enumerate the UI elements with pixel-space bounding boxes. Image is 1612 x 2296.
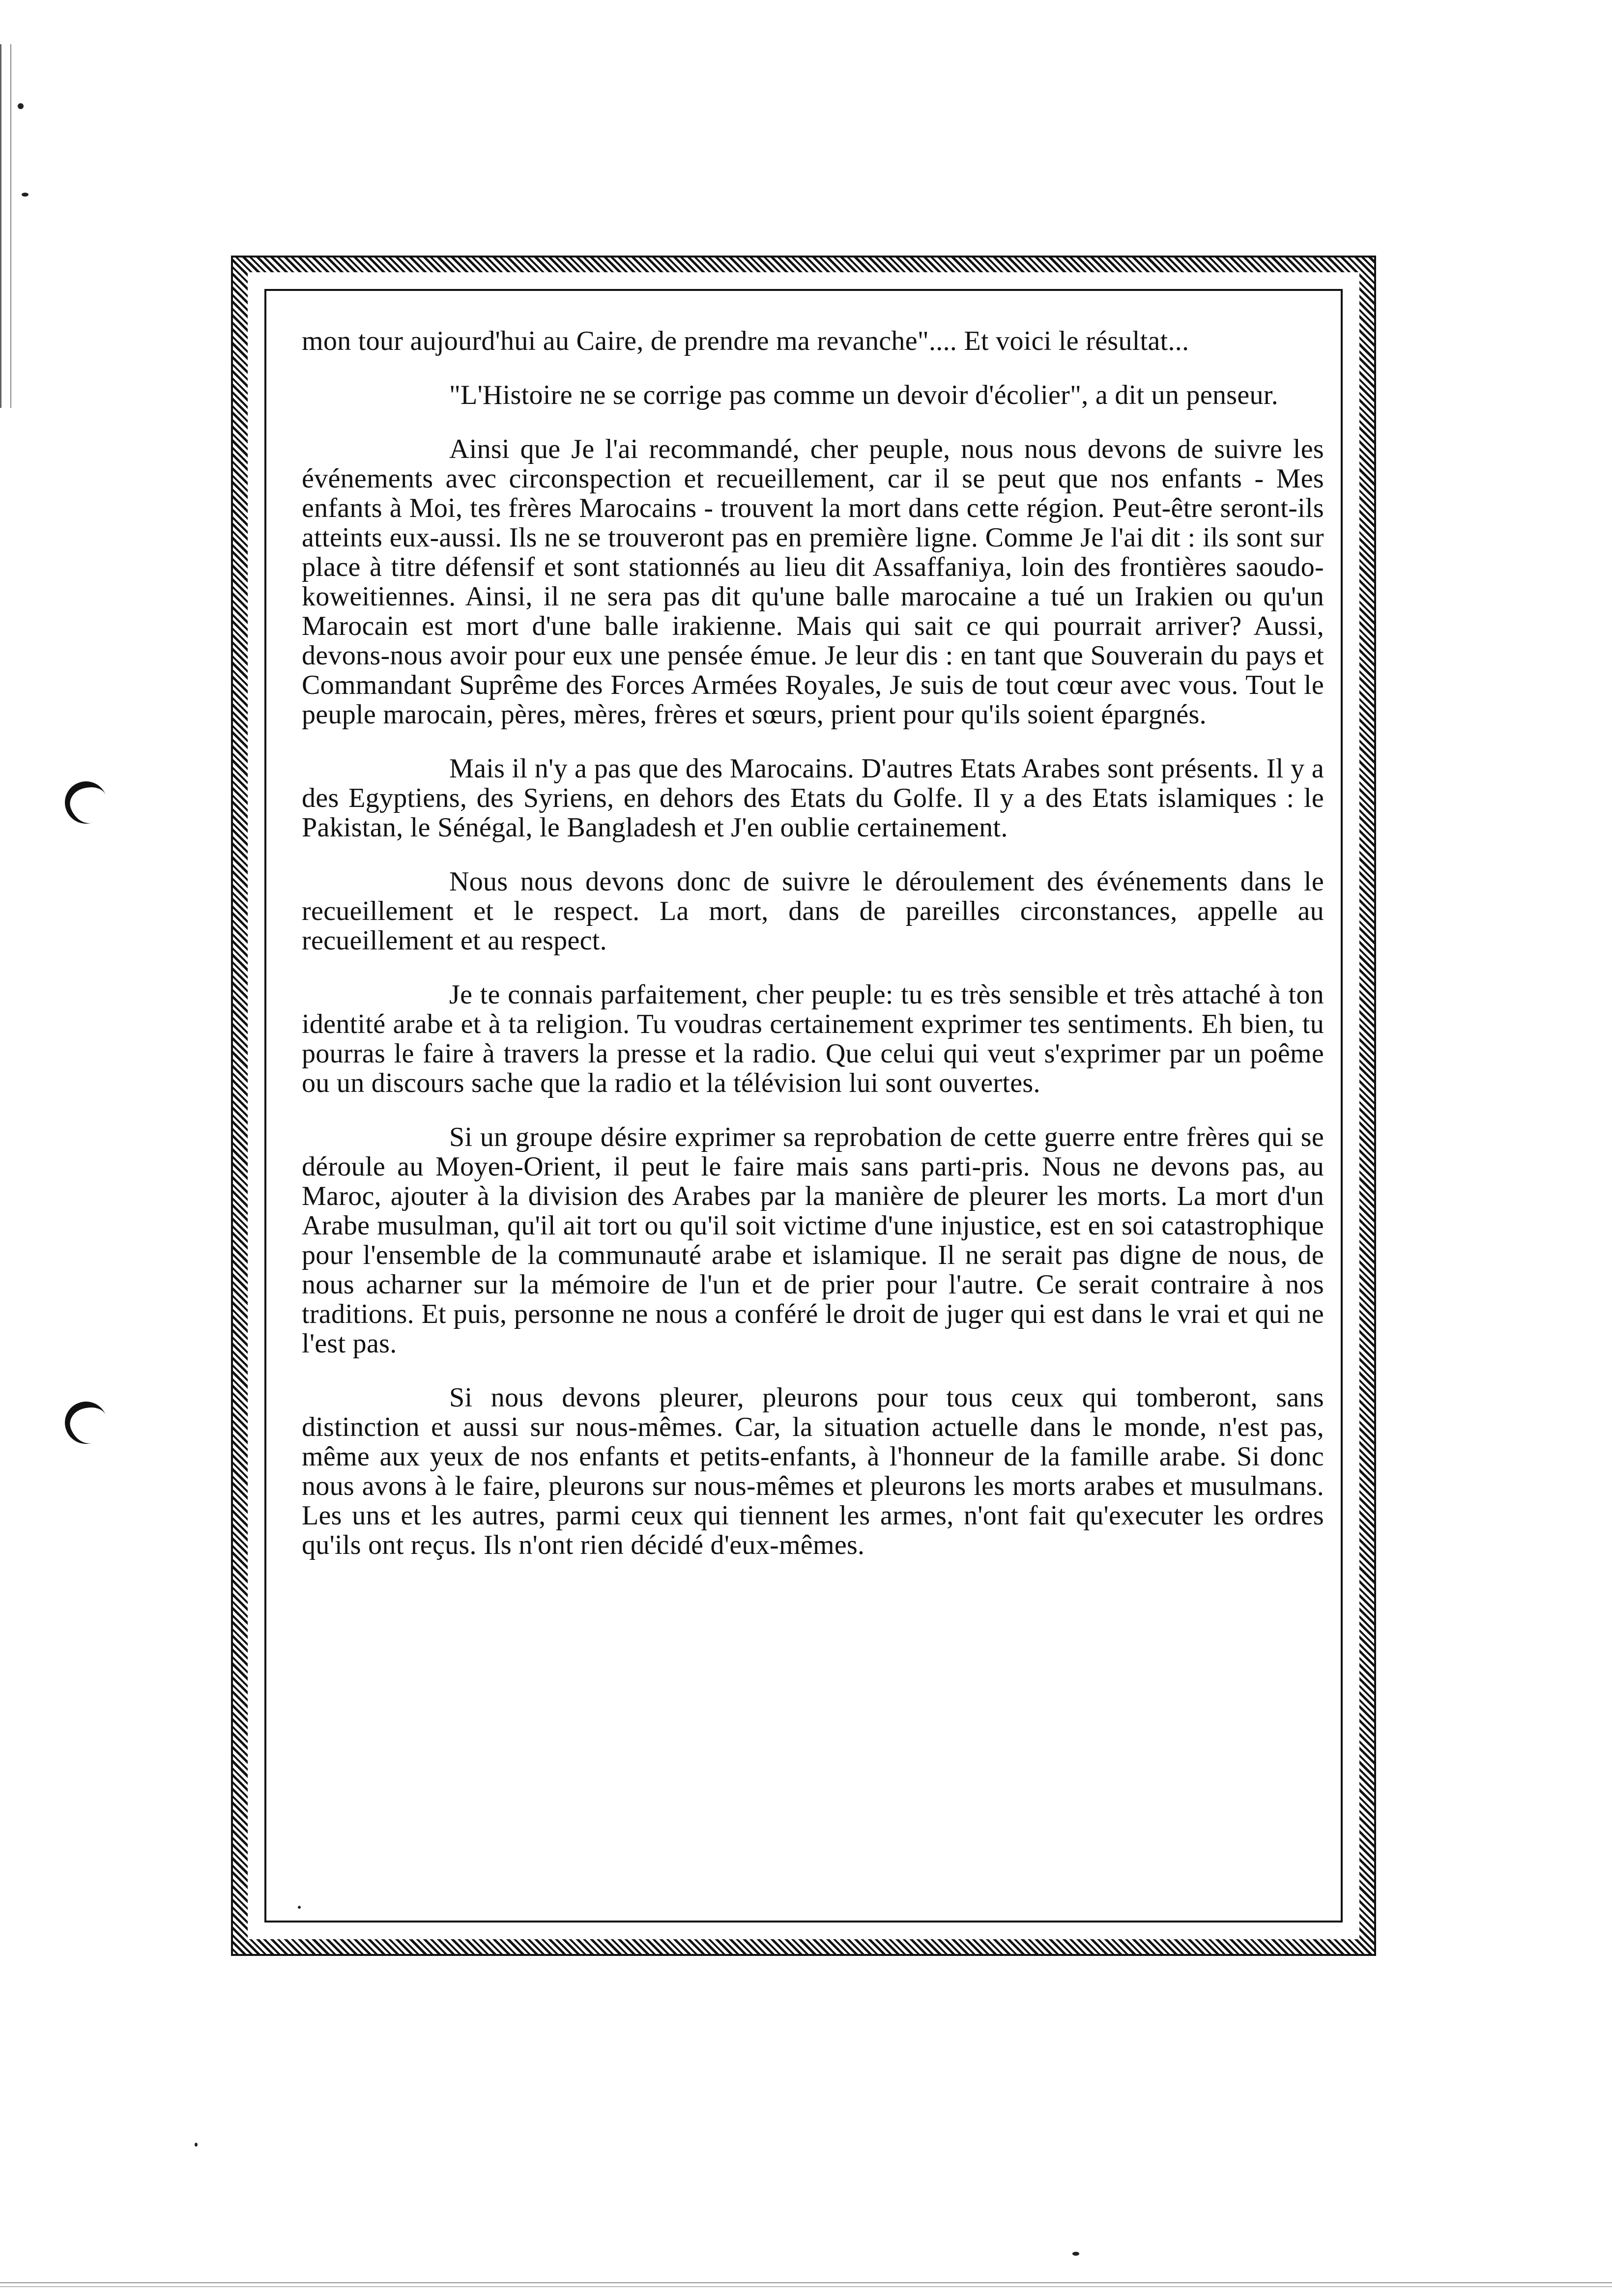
paragraph-recommendation: Ainsi que Je l'ai recommandé, cher peuple, nous nous devons de suivre les événements avec circonspection et recueillement, car il se peut que nos enfants - Mes enfants à Moi, tes frères Marocains - trouvent la mort dans cette région. Peut-être seront-ils atteints eux-aussi. Ils ne se trouveront pas en première ligne. Comme Je l'ai dit : ils sont sur place à titre défensif et sont stationnés au lieu dit Assaffaniya, loin des frontières saoudo-koweitiennes. Ainsi, il ne sera pas dit qu'une balle marocaine a tué un Irakien ou qu'un Marocain est mort d'une balle irakienne. Mais qui sait ce qui pourrait arriver? Aussi, devons-nous avoir pour eux une pensée émue. Je leur dis : en tant que Souverain du pays et Commandant Suprême des Forces Armées Royales, Je suis de tout cœur avec vous. Tout le peuple marocain, pères, mères, frères et sœurs, prient pour qu'ils soient épargnés. — [302, 434, 1324, 730]
scan-speck — [1072, 2252, 1079, 2256]
punch-hole-upper — [59, 775, 113, 830]
scan-speck — [195, 2143, 198, 2147]
decorative-border-frame — [231, 256, 1376, 1956]
speech-text-body — [302, 326, 1324, 1584]
paragraph-other-states: Mais il n'y a pas que des Marocains. D'autres Etats Arabes sont présents. Il y a des Egyptiens, des Syriens, en dehors des Etats du Golfe. Il y a des Etats islamiques : le Pakistan, le Sénégal, le Bangladesh et J'en oublie certainement. — [302, 753, 1324, 843]
scan-edge-artifact — [0, 44, 11, 408]
scan-speck — [22, 193, 29, 197]
punch-hole-lower — [59, 1396, 113, 1450]
paragraph-mourning: Si nous devons pleurer, pleurons pour tous ceux qui tomberont, sans distinction et aussi sur nous-mêmes. Car, la situation actuelle dans le monde, n'est pas, même aux yeux de nos enfants et petits-enfants, à l'honneur de la famille arabe. Si donc nous avons à le faire, pleurons sur nous-mêmes et pleurons les morts arabes et musulmans. Les uns et les autres, parmi ceux qui tiennent les armes, n'ont fait qu'executer les ordres qu'ils ont reçus. Ils n'ont rien décidé d'eux-mêmes. — [302, 1382, 1324, 1560]
paragraph-expression: Je te connais parfaitement, cher peuple: tu es très sensible et très attaché à ton identité arabe et à ta religion. Tu voudras certainement exprimer tes sentiments. Eh bien, tu pourras le faire à travers la presse et la radio. Que celui qui veut s'exprimer par un poême ou un discours sache que la radio et la télévision lui sont ouvertes. — [302, 979, 1324, 1098]
scan-speck — [18, 103, 24, 109]
paragraph-reprobation: Si un groupe désire exprimer sa reprobation de cette guerre entre frères qui se déroule au Moyen-Orient, il peut le faire mais sans parti-pris. Nous ne devons pas, au Maroc, ajouter à la division des Arabes par la manière de pleurer les morts. La mort d'un Arabe musulman, qu'il ait tort ou qu'il soit victime d'une injustice, est en soi catastrophique pour l'ensemble de la communauté arabe et islamique. Il ne serait pas digne de nous, de nous acharner sur la mémoire de l'un et de prier pour l'autre. Ce serait contraire à nos traditions. Et puis, personne ne nous a conféré le droit de juger qui est dans le vrai et qui ne l'est pas. — [302, 1122, 1324, 1359]
bottom-scan-rule — [0, 2282, 1612, 2287]
paragraph-respect: Nous nous devons donc de suivre le déroulement des événements dans le recueillement et le respect. La mort, dans de pareilles circonstances, appelle au recueillement et au respect. — [302, 866, 1324, 956]
paragraph-continuation: mon tour aujourd'hui au Caire, de prendre ma revanche".... Et voici le résultat... — [302, 326, 1189, 356]
paragraph-quote: "L'Histoire ne se corrige pas comme un devoir d'écolier", a dit un penseur. — [449, 380, 1278, 410]
